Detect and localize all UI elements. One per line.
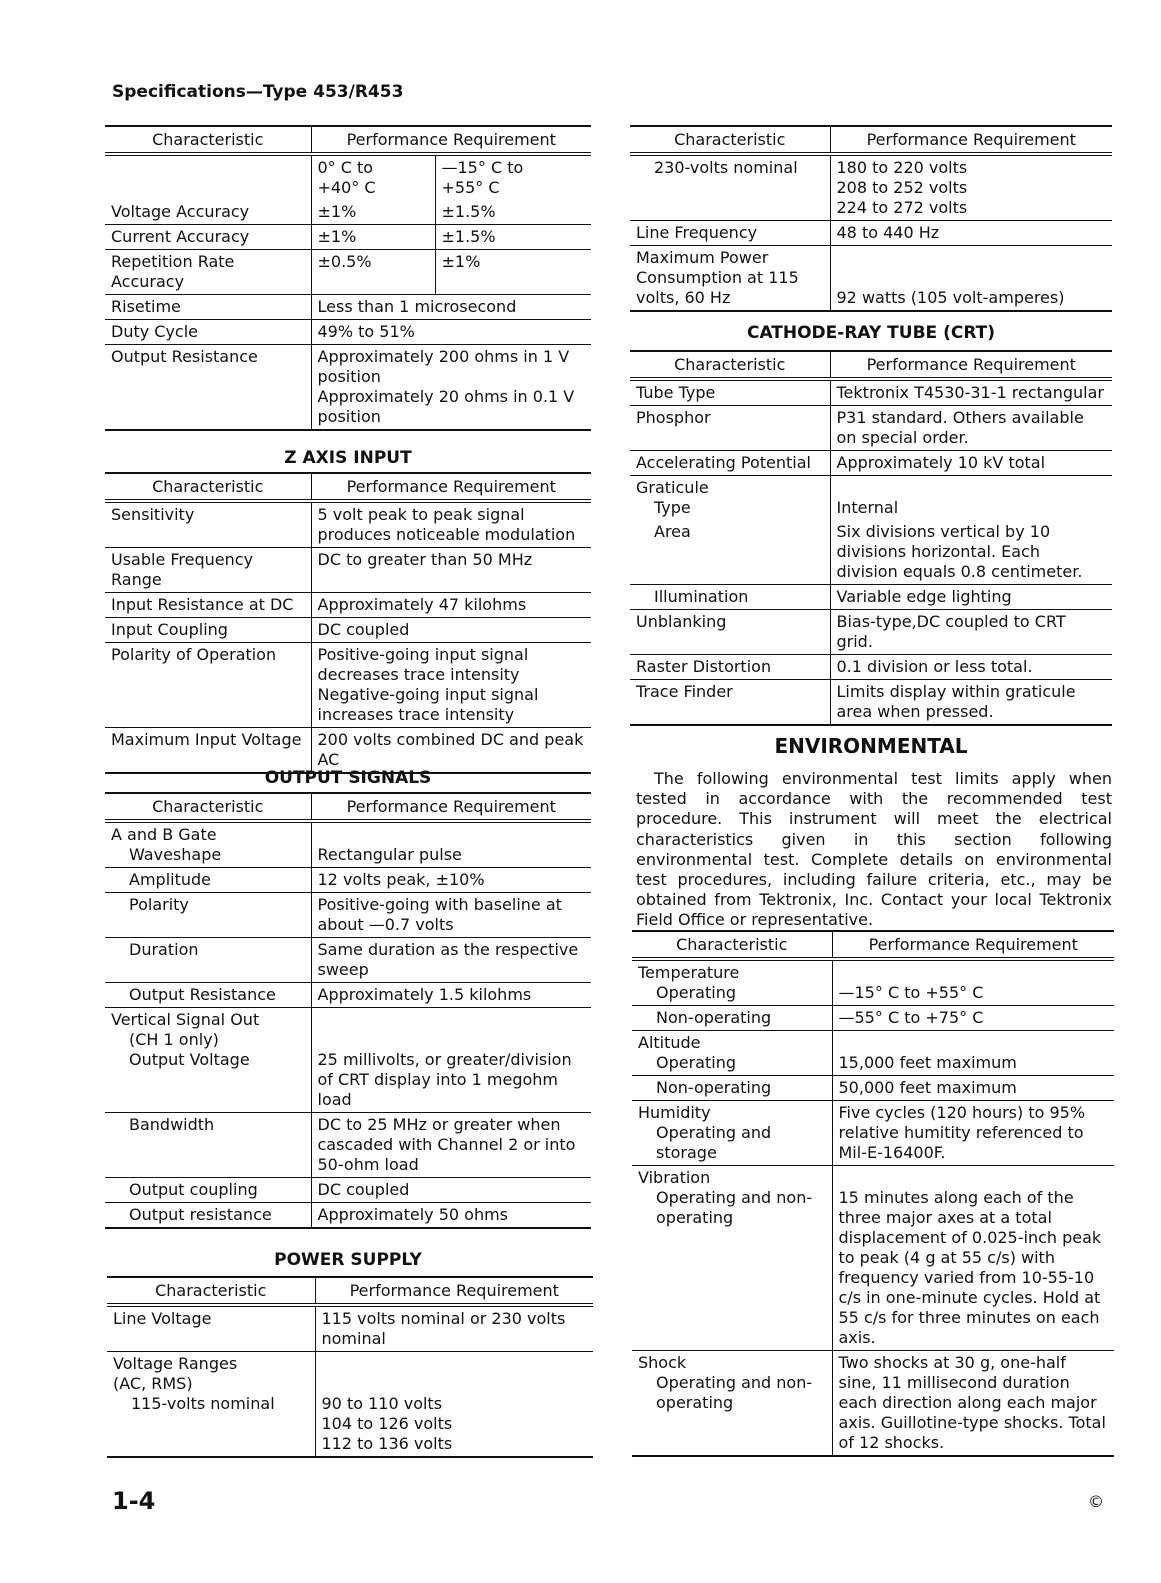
col-performance: Performance Requirement	[311, 473, 591, 501]
temp-range-1: 0° C to +40° C	[311, 154, 435, 200]
temp-op-label: Temperature Operating	[638, 963, 740, 1002]
section-title-z-axis: Z AXIS INPUT	[284, 448, 412, 468]
z-polarity-value: Positive-going input signal decreases trace intensity Negative-going input signal increases trace intensity	[311, 643, 591, 728]
col-characteristic: Characteristic	[152, 797, 264, 816]
output-resistance-label: Output Resistance	[111, 347, 258, 366]
col-performance: Performance Requirement	[311, 793, 591, 821]
power-supply-cont-table	[630, 125, 1112, 312]
outres2-value: Approximately 50 ohms	[311, 1203, 591, 1229]
output-resistance-value: Approximately 200 ohms in 1 V position Approximately 20 ohms in 0.1 V position	[311, 345, 591, 431]
bandwidth-value: DC to 25 MHz or greater when cascaded with Channel 2 or into 50-ohm load	[311, 1113, 591, 1178]
phosphor-value: P31 standard. Others available on special order.	[830, 406, 1112, 451]
current-accuracy-label: Current Accuracy	[111, 227, 250, 246]
temp-nop-value: —55° C to +75° C	[832, 1006, 1114, 1031]
gate-waveshape-value: Rectangular pulse	[311, 821, 591, 868]
z-coupling-value: DC coupled	[311, 618, 591, 643]
col-performance: Performance Requirement	[311, 126, 591, 154]
z-polarity-label: Polarity of Operation	[111, 645, 277, 664]
rep-rate-b: ±1%	[435, 250, 591, 295]
output-signals-table	[105, 792, 591, 1229]
voltage-ranges-115: 90 to 110 volts 104 to 126 volts 112 to 136 volts	[315, 1352, 593, 1458]
accel-value: Approximately 10 kV total	[830, 451, 1112, 476]
z-sensitivity-label: Sensitivity	[111, 505, 195, 524]
amplitude-value: 12 volts peak, ±10%	[311, 868, 591, 893]
area-value: Six divisions vertical by 10 divisions horizontal. Each division equals 0.8 centimeter.	[830, 520, 1112, 585]
col-performance: Performance Requirement	[315, 1277, 593, 1305]
z-res-label: Input Resistance at DC	[111, 595, 294, 614]
unblank-value: Bias-type,DC coupled to CRT grid.	[830, 610, 1112, 655]
polarity-value: Positive-going with baseline at about —0.7 volts	[311, 893, 591, 938]
temp-range-2: —15° C to +55° C	[435, 154, 591, 200]
graticule-type-value: Internal	[830, 476, 1112, 521]
risetime-label: Risetime	[111, 297, 181, 316]
tube-type-label: Tube Type	[636, 383, 716, 402]
col-performance: Performance Requirement	[830, 351, 1112, 379]
amplitude-label: Amplitude	[129, 870, 211, 889]
phosphor-label: Phosphor	[636, 408, 711, 427]
raster-value: 0.1 division or less total.	[830, 655, 1112, 680]
col-performance: Performance Requirement	[830, 126, 1112, 154]
section-title-power: POWER SUPPLY	[274, 1250, 422, 1270]
humidity-label: Humidity Operating and storage	[638, 1103, 772, 1162]
trace-finder-value: Limits display within graticule area when pressed.	[830, 680, 1112, 726]
v230-label: 230-volts nominal	[654, 158, 798, 177]
power-supply-table	[107, 1276, 593, 1458]
col-performance: Performance Requirement	[832, 931, 1114, 959]
vibration-value: 15 minutes along each of the three major axes at a total displacement of 0.025-inch peak to peak (4 g at 55 c/s) with frequency varied from 10-55-10 c/s in one-minute cycles. Hold at 55 c/s for three minutes on each axis.	[832, 1166, 1114, 1351]
alt-op-value: 15,000 feet maximum	[832, 1031, 1114, 1076]
line-freq-value: 48 to 440 Hz	[830, 221, 1112, 246]
shock-value: Two shocks at 30 g, one-half sine, 11 millisecond duration each direction along each major axis. Guillotine-type shocks. Total of 12 shocks.	[832, 1351, 1114, 1457]
voltage-accuracy-label: Voltage Accuracy	[111, 202, 250, 221]
page-number: 1-4	[112, 1487, 156, 1515]
current-accuracy-a: ±1%	[311, 225, 435, 250]
temp-op-value: —15° C to +55° C	[832, 959, 1114, 1006]
duty-cycle-label: Duty Cycle	[111, 322, 199, 341]
z-maxv-value: 200 volts combined DC and peak AC	[311, 728, 591, 774]
outres2-label: Output resistance	[129, 1205, 272, 1224]
section-title-crt: CATHODE-RAY TUBE (CRT)	[746, 323, 996, 343]
illum-value: Variable edge lighting	[830, 585, 1112, 610]
section-title-output: OUTPUT SIGNALS	[264, 768, 432, 788]
bandwidth-label: Bandwidth	[129, 1115, 215, 1134]
col-characteristic: Characteristic	[676, 935, 788, 954]
rep-rate-label: Repetition Rate Accuracy	[111, 252, 235, 291]
area-label: Area	[654, 522, 691, 541]
vso-label: Vertical Signal Out (CH 1 only) Output Voltage	[111, 1010, 260, 1069]
humidity-value: Five cycles (120 hours) to 95% relative humitity referenced to Mil-E-16400F.	[832, 1101, 1114, 1166]
col-characteristic: Characteristic	[155, 1281, 267, 1300]
shock-label: Shock Operating and non-operating	[638, 1353, 813, 1412]
environmental-paragraph: The following environmental test limits apply when tested in accordance with the recommended test procedure. This instrument will meet the electrical characteristics given in this section following environmental test. Complete details on environmental test procedures, including failure criteria, etc., may be obtained from Tektronix, Inc. Contact your local Tektronix Field Office or representative.	[636, 769, 1112, 930]
alt-nop-value: 50,000 feet maximum	[832, 1076, 1114, 1101]
calibrator-table	[105, 125, 591, 431]
max-power-label: Maximum Power Consumption at 115 volts, 60 Hz	[636, 248, 799, 307]
z-coupling-label: Input Coupling	[111, 620, 228, 639]
col-characteristic: Characteristic	[674, 355, 786, 374]
temp-nop-label: Non-operating	[656, 1008, 772, 1027]
crt-table	[630, 350, 1112, 726]
rep-rate-a: ±0.5%	[311, 250, 435, 295]
polarity-label: Polarity	[129, 895, 189, 914]
page-header: Specifications—Type 453/R453	[112, 82, 404, 102]
risetime-value: Less than 1 microsecond	[311, 295, 591, 320]
line-voltage-label: Line Voltage	[113, 1309, 212, 1328]
vso-value: 25 millivolts, or greater/division of CRT display into 1 megohm load	[311, 1008, 591, 1113]
v230-values: 180 to 220 volts 208 to 252 volts 224 to 272 volts	[830, 154, 1112, 221]
copyright-icon: ©	[1088, 1492, 1104, 1511]
section-title-environmental: ENVIRONMENTAL	[774, 734, 968, 758]
alt-op-label: Altitude Operating	[638, 1033, 736, 1072]
current-accuracy-b: ±1.5%	[435, 225, 591, 250]
col-characteristic: Characteristic	[674, 130, 786, 149]
gate-outres-label: Output Resistance	[129, 985, 276, 1004]
z-sensitivity-value: 5 volt peak to peak signal produces noticeable modulation	[311, 501, 591, 548]
voltage-accuracy-b: ±1.5%	[435, 200, 591, 225]
vibration-label: Vibration Operating and non-operating	[638, 1168, 813, 1227]
z-freq-value: DC to greater than 50 MHz	[311, 548, 591, 593]
z-freq-label: Usable Frequency Range	[111, 550, 254, 589]
voltage-ranges-label: Voltage Ranges (AC, RMS) 115-volts nominal	[113, 1354, 275, 1413]
unblank-label: Unblanking	[636, 612, 727, 631]
col-characteristic: Characteristic	[152, 130, 264, 149]
line-voltage-value: 115 volts nominal or 230 volts nominal	[315, 1305, 593, 1352]
raster-label: Raster Distortion	[636, 657, 772, 676]
accel-label: Accelerating Potential	[636, 453, 811, 472]
illum-label: Illumination	[654, 587, 749, 606]
voltage-accuracy-a: ±1%	[311, 200, 435, 225]
alt-nop-label: Non-operating	[656, 1078, 772, 1097]
graticule-label: Graticule Type	[636, 478, 709, 517]
trace-finder-label: Trace Finder	[636, 682, 733, 701]
outcoup-value: DC coupled	[311, 1178, 591, 1203]
duration-label: Duration	[129, 940, 199, 959]
outcoup-label: Output coupling	[129, 1180, 258, 1199]
duration-value: Same duration as the respective sweep	[311, 938, 591, 983]
line-freq-label: Line Frequency	[636, 223, 758, 242]
z-maxv-label: Maximum Input Voltage	[111, 730, 302, 749]
gate-waveshape-label: A and B Gate Waveshape	[111, 825, 222, 864]
tube-type-value: Tektronix T4530-31-1 rectangular	[830, 379, 1112, 406]
duty-cycle-value: 49% to 51%	[311, 320, 591, 345]
gate-outres-value: Approximately 1.5 kilohms	[311, 983, 591, 1008]
z-res-value: Approximately 47 kilohms	[311, 593, 591, 618]
z-axis-table	[105, 472, 591, 774]
max-power-value: 92 watts (105 volt-amperes)	[830, 246, 1112, 312]
col-characteristic: Characteristic	[152, 477, 264, 496]
environmental-table	[632, 930, 1114, 1457]
